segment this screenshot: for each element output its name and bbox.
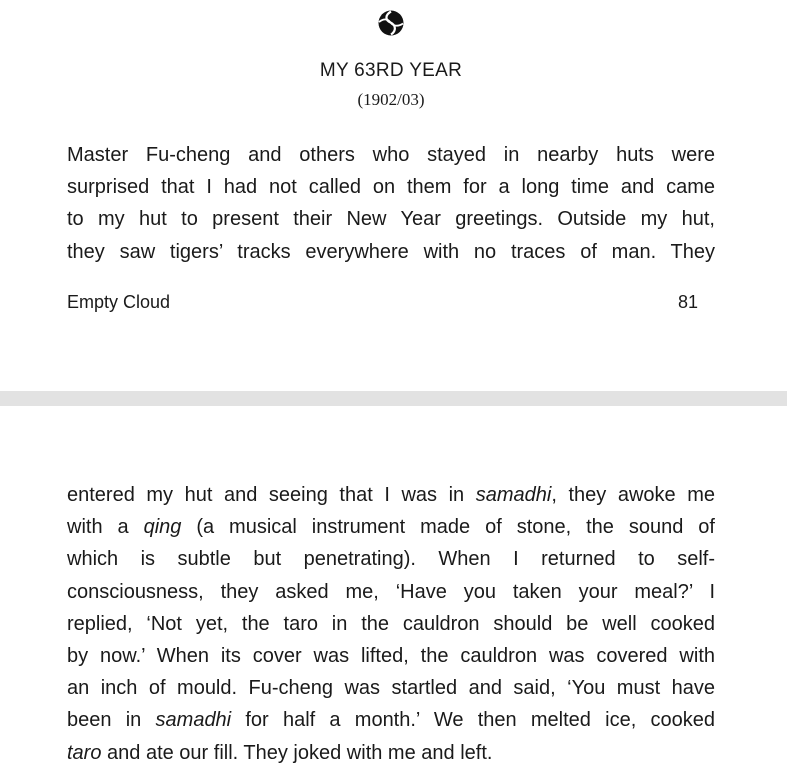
- paragraph-line: [67, 479, 715, 511]
- text-run: with a: [67, 516, 144, 539]
- paragraph-line: [67, 704, 715, 736]
- paragraph-line: replied, ‘Not yet, the taro in the cauldron should be well cooked: [67, 612, 715, 635]
- paragraph-line: by now.’ When its cover was lifted, the cauldron was covered with: [67, 644, 715, 667]
- text-run: been in: [67, 709, 156, 732]
- paragraph-line: which is subtle but penetrating). When I returned to self-: [67, 548, 715, 571]
- paragraph-line: they saw tigers’ tracks everywhere with no traces of man. They: [67, 240, 715, 263]
- paragraph-line: consciousness, they asked me, ‘Have you taken your meal?’ I: [67, 580, 715, 603]
- text-run: entered my hut and seeing that I was in: [67, 484, 476, 506]
- chapter-title: MY 63RD YEAR: [319, 60, 463, 81]
- paragraph-top: [67, 139, 715, 268]
- italic-term: samadhi: [475, 484, 552, 506]
- italic-term: qing: [143, 516, 182, 539]
- paragraph-line: an inch of mould. Fu-cheng was startled and said, ‘You must have: [67, 677, 715, 700]
- chapter-ornament-icon: [376, 9, 406, 37]
- paragraph-line: [67, 511, 715, 543]
- text-run: for half a month.’ We then melted ice, cooked: [231, 709, 715, 732]
- chapter-years: (1902/03): [357, 90, 425, 109]
- page-break: [0, 391, 787, 406]
- paragraph-line: Master Fu-cheng and others who stayed in nearby huts were: [67, 144, 715, 166]
- italic-term: samadhi: [155, 709, 232, 732]
- italic-term: taro: [67, 741, 102, 764]
- text-run: and ate our fill. They joked with me and left.: [101, 741, 493, 764]
- paragraph-line: surprised that I had not called on them for a long time and came: [67, 176, 715, 199]
- paragraph-line: to my hut to present their New Year greetings. Outside my hut,: [67, 208, 715, 231]
- footer-page-number: 81: [678, 292, 699, 312]
- footer-book-title: Empty Cloud: [67, 292, 171, 312]
- text-run: (a musical instrument made of stone, the sound of: [181, 516, 715, 539]
- paragraph-bottom: [67, 479, 715, 769]
- text-run: , they awoke me: [551, 484, 715, 506]
- paragraph-line: [67, 737, 715, 769]
